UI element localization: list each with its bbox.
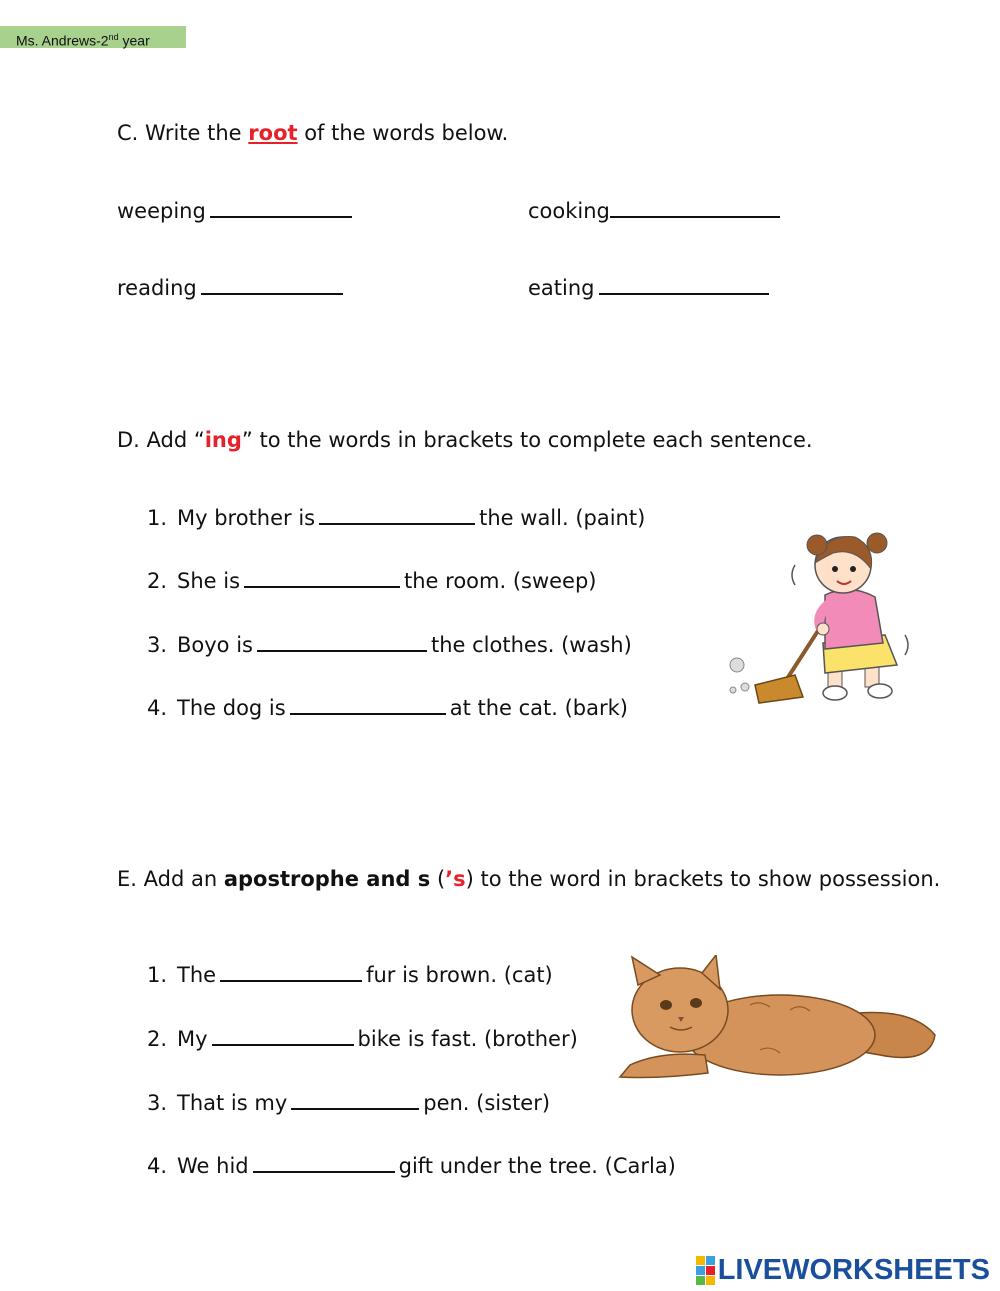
item-number: 2.	[147, 1027, 168, 1051]
possession-item-3	[147, 1090, 550, 1115]
word-label: weeping	[117, 199, 206, 223]
section-d-title	[117, 428, 813, 452]
section-e-title	[117, 867, 940, 891]
ing-item-1	[147, 505, 645, 530]
item-after: fur is brown. (cat)	[366, 963, 553, 987]
word-label: cooking	[528, 199, 610, 223]
section-e-keyword: ’s	[445, 867, 466, 891]
item-number: 3.	[147, 1091, 168, 1115]
possession-item-1	[147, 962, 553, 987]
answer-blank[interactable]	[610, 198, 780, 218]
answer-blank[interactable]	[220, 962, 362, 982]
root-item-weeping	[117, 198, 356, 223]
answer-blank[interactable]	[212, 1026, 354, 1046]
answer-blank[interactable]	[201, 275, 343, 295]
logo-icon	[696, 1256, 715, 1285]
word-label: reading	[117, 276, 197, 300]
item-number: 1.	[147, 963, 168, 987]
section-e-bold: apostrophe and s	[223, 867, 431, 891]
answer-blank[interactable]	[599, 275, 769, 295]
section-d-keyword: ing	[204, 428, 242, 452]
item-after: the room. (sweep)	[404, 569, 597, 593]
item-before: She is	[177, 569, 241, 593]
section-c-title	[117, 121, 508, 145]
root-item-reading	[117, 275, 347, 300]
item-after: at the cat. (bark)	[449, 696, 628, 720]
possession-item-4	[147, 1153, 676, 1178]
item-after: gift under the tree. (Carla)	[398, 1154, 676, 1178]
section-e-suffix: ) to the word in brackets to show possession.	[465, 867, 941, 891]
item-after: the wall. (paint)	[479, 506, 646, 530]
item-number: 2.	[147, 569, 168, 593]
item-number: 4.	[147, 696, 168, 720]
answer-blank[interactable]	[244, 568, 400, 588]
teacher-name: Ms. Andrews-2	[16, 32, 109, 49]
word-label: eating	[528, 276, 595, 300]
item-before: My	[177, 1027, 208, 1051]
section-c-prefix: C. Write the	[117, 121, 249, 145]
section-c-suffix: of the words below.	[297, 121, 509, 145]
answer-blank[interactable]	[253, 1153, 395, 1173]
answer-blank[interactable]	[291, 1090, 419, 1110]
teacher-sup: nd	[108, 32, 119, 42]
section-e-prefix: E. Add an	[117, 867, 224, 891]
liveworksheets-logo[interactable]	[696, 1254, 990, 1287]
item-after: the clothes. (wash)	[430, 633, 632, 657]
section-e-open: (	[430, 867, 446, 891]
item-after: bike is fast. (brother)	[357, 1027, 578, 1051]
answer-blank[interactable]	[210, 198, 352, 218]
possession-item-2	[147, 1026, 578, 1051]
ing-item-2	[147, 568, 597, 593]
item-before: We hid	[177, 1154, 249, 1178]
cat-illustration	[610, 955, 940, 1085]
item-before: My brother is	[177, 506, 316, 530]
section-d-suffix: ” to the words in brackets to complete each sentence.	[241, 428, 813, 452]
item-number: 4.	[147, 1154, 168, 1178]
item-before: The dog is	[177, 696, 286, 720]
answer-blank[interactable]	[257, 632, 427, 652]
root-item-eating	[528, 275, 773, 300]
root-item-cooking	[528, 198, 784, 223]
item-before: That is my	[177, 1091, 288, 1115]
teacher-tag	[0, 26, 186, 48]
ing-item-3	[147, 632, 632, 657]
item-number: 1.	[147, 506, 168, 530]
answer-blank[interactable]	[319, 505, 475, 525]
ing-item-4	[147, 695, 628, 720]
section-c-keyword: root	[248, 121, 298, 145]
section-d-prefix: D. Add “	[117, 428, 205, 452]
item-before: The	[177, 963, 217, 987]
item-after: pen. (sister)	[423, 1091, 551, 1115]
item-number: 3.	[147, 633, 168, 657]
answer-blank[interactable]	[290, 695, 446, 715]
teacher-year: year	[118, 32, 150, 49]
girl-sweeping-illustration	[725, 525, 915, 710]
logo-text: LIVEWORKSHEETS	[717, 1254, 990, 1286]
item-before: Boyo is	[177, 633, 253, 657]
